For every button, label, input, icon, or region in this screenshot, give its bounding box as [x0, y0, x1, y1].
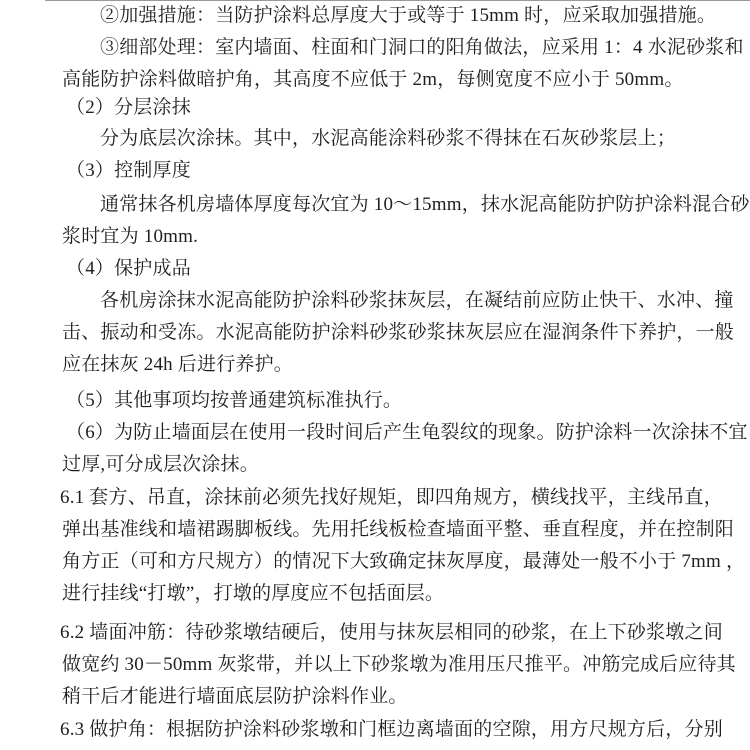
text-line: 进行挂线“打墩”，打墩的厚度应不包括面层。 — [62, 583, 445, 604]
text-line: 角方正（可和方尺规方）的情况下大致确定抹灰厚度，最薄处一般不小于 7mm ， — [62, 551, 746, 572]
table-border-line — [45, 0, 750, 1]
text-line: 稍干后才能进行墙面底层防护涂料作业。 — [62, 686, 408, 707]
text-line-list-heading: （4）保护成品 — [66, 258, 191, 279]
text-line: 通常抹各机房墙体厚度每次宜为 10～15mm，抹水泥高能防护防护涂料混合砂 — [100, 194, 750, 215]
text-line-list-heading: （6）为防止墙面层在使用一段时间后产生龟裂纹的现象。防护涂料一次涂抹不宜 — [66, 422, 748, 443]
text-line-list-heading: （3）控制厚度 — [66, 160, 191, 181]
text-line: 各机房涂抹水泥高能防护涂料砂浆抹灰层，在凝结前应防止快干、水冲、撞 — [100, 290, 734, 311]
text-line: 应在抹灰 24h 后进行养护。 — [62, 354, 294, 375]
text-line: 弹出基准线和墙裙踢脚板线。先用托线板检查墙面平整、垂直程度，并在控制阳 — [62, 519, 735, 540]
text-line: 做宽约 30－50mm 灰浆带，并以上下砂浆墩为准用压尺推平。冲筋完成后应待其 — [62, 654, 736, 675]
text-line-section-heading: 6.3 做护角：根据防护涂料砂浆墩和门框边离墙面的空隙，用方尺规方后，分别 — [60, 719, 723, 740]
text-line: 击、振动和受冻。水泥高能防护涂料砂浆砂浆抹灰层应在湿润条件下养护，一般 — [62, 322, 735, 343]
text-line: 分为底层次涂抹。其中，水泥高能涂料砂浆不得抹在石灰砂浆层上； — [100, 128, 677, 149]
text-line-section-heading: 6.1 套方、吊直，涂抹前必须先找好规矩，即四角规方，横线找平，主线吊直， — [60, 487, 723, 508]
text-line-list-heading: （5）其他事项均按普通建筑标准执行。 — [66, 390, 403, 411]
text-line-section-heading: 6.2 墙面冲筋：待砂浆墩结硬后，使用与抹灰层相同的砂浆，在上下砂浆墩之间 — [60, 622, 723, 643]
text-line: 高能防护涂料做暗护角，其高度不应低于 2m，每侧宽度不应小于 50mm。 — [62, 69, 684, 90]
text-line: 浆时宜为 10mm. — [62, 226, 199, 247]
text-line: ②加强措施：当防护涂料总厚度大于或等于 15mm 时，应采取加强措施。 — [100, 5, 717, 26]
text-line: ③细部处理：室内墙面、柱面和门洞口的阳角做法，应采用 1：4 水泥砂浆和 — [100, 37, 744, 58]
text-line: 过厚,可分成层次涂抹。 — [62, 454, 259, 475]
text-line-list-heading: （2）分层涂抹 — [66, 97, 191, 118]
